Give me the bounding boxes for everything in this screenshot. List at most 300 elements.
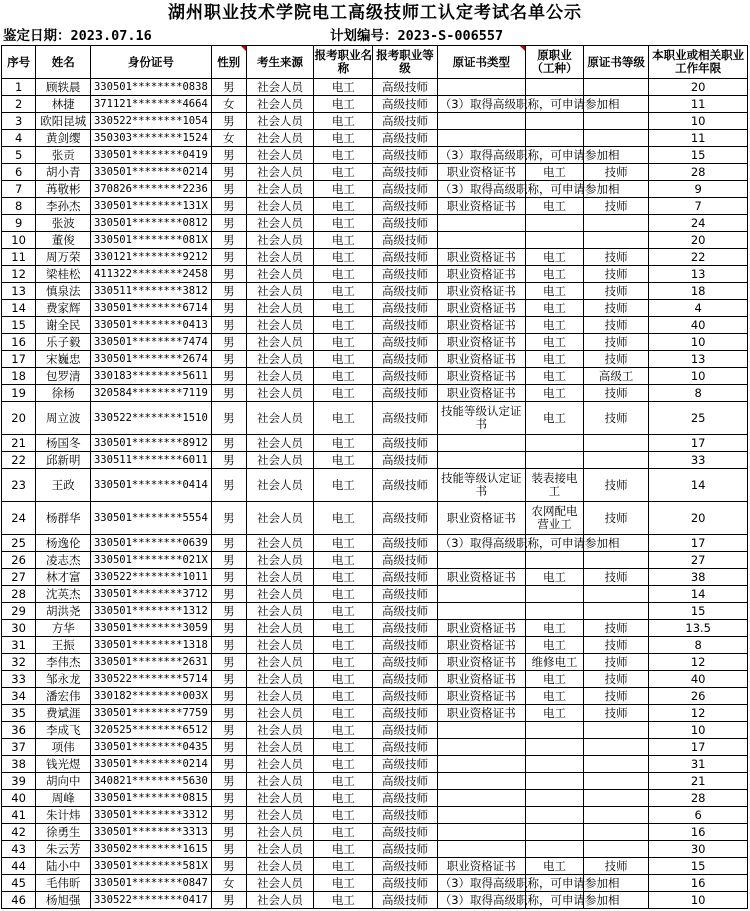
cell-id-number: 330502********1615: [91, 841, 211, 858]
cell-cert-type: [437, 756, 525, 773]
cell-gender: 男: [211, 402, 246, 435]
cell-id-number: 330182********003X: [91, 688, 211, 705]
cell-id-number: 330501********3059: [91, 620, 211, 637]
table-row: [2, 875, 748, 892]
cell-work-years: 12: [649, 654, 748, 671]
cell-original-occupation: 电工: [525, 620, 583, 637]
cell-source: 社会人员: [246, 232, 313, 249]
table-row: [2, 283, 748, 300]
cell-work-years: 4: [649, 300, 748, 317]
cell-index: 2: [2, 96, 36, 113]
cell-level: 高级技师: [373, 164, 437, 181]
cell-original-occupation: 电工: [525, 858, 583, 875]
cell-source: 社会人员: [246, 552, 313, 569]
cell-cert-level: 技师: [584, 569, 649, 586]
cell-index: 38: [2, 756, 36, 773]
cell-id-number: 330501********581X: [91, 858, 211, 875]
table-row: [2, 603, 748, 620]
cell-cert-level: 技师: [584, 266, 649, 283]
cell-id-number: 330501********0435: [91, 739, 211, 756]
cell-work-years: 13: [649, 266, 748, 283]
cell-work-years: 8: [649, 637, 748, 654]
cell-name: 周万荣: [36, 249, 91, 266]
cell-cert-type: [437, 552, 525, 569]
cell-original-occupation: 电工: [525, 266, 583, 283]
cell-index: 46: [2, 892, 36, 909]
cell-source: 社会人员: [246, 620, 313, 637]
cell-gender: 男: [211, 368, 246, 385]
header-gender: 性别: [211, 46, 246, 79]
cell-name: 徐勇生: [36, 824, 91, 841]
cell-name: 朱计炜: [36, 807, 91, 824]
cell-level: 高级技师: [373, 334, 437, 351]
cell-name: 董俊: [36, 232, 91, 249]
cell-name: 徐杨: [36, 385, 91, 402]
cell-occupation: 电工: [314, 841, 373, 858]
cell-index: 7: [2, 181, 36, 198]
cell-level: 高级技师: [373, 790, 437, 807]
cell-gender: 男: [211, 722, 246, 739]
cell-index: 11: [2, 249, 36, 266]
cell-level: 高级技师: [373, 620, 437, 637]
cell-source: 社会人员: [246, 113, 313, 130]
cell-occupation: 电工: [314, 232, 373, 249]
cell-cert-type: 职业资格证书: [437, 502, 525, 535]
cell-source: 社会人员: [246, 739, 313, 756]
cell-level: 高级技师: [373, 858, 437, 875]
cell-occupation: 电工: [314, 147, 373, 164]
cell-id-number: 330501********0812: [91, 215, 211, 232]
cell-index: 19: [2, 385, 36, 402]
cell-name: 欧阳昆城: [36, 113, 91, 130]
table-row: [2, 705, 748, 722]
cell-occupation: 电工: [314, 435, 373, 452]
cell-level: 高级技师: [373, 773, 437, 790]
cell-level: 高级技师: [373, 402, 437, 435]
cell-level: 高级技师: [373, 79, 437, 96]
cell-work-years: 25: [649, 402, 748, 435]
cell-original-occupation: [525, 841, 583, 858]
cell-gender: 男: [211, 351, 246, 368]
table-row: [2, 198, 748, 215]
cell-source: 社会人员: [246, 858, 313, 875]
header-original-occupation: 原职业（工种）: [525, 46, 583, 79]
cell-work-years: 15: [649, 603, 748, 620]
cell-original-occupation: 电工: [525, 637, 583, 654]
table-row: [2, 96, 748, 113]
table-body: [2, 79, 748, 909]
table-row: [2, 402, 748, 435]
table-row: [2, 334, 748, 351]
cell-occupation: 电工: [314, 739, 373, 756]
cell-level: 高级技师: [373, 824, 437, 841]
cell-cert-type: （3）取得高级职称，可申请参加相: [437, 892, 525, 909]
cell-index: 22: [2, 452, 36, 469]
table-row: [2, 130, 748, 147]
table-row: [2, 552, 748, 569]
cell-occupation: 电工: [314, 824, 373, 841]
cell-level: 高级技师: [373, 671, 437, 688]
cell-occupation: 电工: [314, 875, 373, 892]
cell-index: 41: [2, 807, 36, 824]
table-row: [2, 637, 748, 654]
cell-gender: 男: [211, 79, 246, 96]
cell-occupation: 电工: [314, 249, 373, 266]
cell-level: 高级技师: [373, 452, 437, 469]
cell-original-occupation: 电工: [525, 671, 583, 688]
cell-cert-type: 职业资格证书: [437, 385, 525, 402]
header-work-years: 本职业或相关职业工作年限: [649, 46, 748, 79]
cell-cert-type: [437, 722, 525, 739]
cell-occupation: 电工: [314, 603, 373, 620]
cell-work-years: 16: [649, 824, 748, 841]
cell-cert-level: [584, 841, 649, 858]
cell-level: 高级技师: [373, 586, 437, 603]
cell-gender: 男: [211, 671, 246, 688]
cell-cert-level: 技师: [584, 300, 649, 317]
cell-source: 社会人员: [246, 334, 313, 351]
cell-gender: 男: [211, 637, 246, 654]
cell-occupation: 电工: [314, 198, 373, 215]
cell-level: 高级技师: [373, 317, 437, 334]
cell-name: 李孙杰: [36, 198, 91, 215]
table-row: [2, 892, 748, 909]
cell-gender: 男: [211, 317, 246, 334]
cell-level: 高级技师: [373, 96, 437, 113]
cell-cert-type: 职业资格证书: [437, 300, 525, 317]
cell-occupation: 电工: [314, 164, 373, 181]
cell-occupation: 电工: [314, 96, 373, 113]
cell-source: 社会人员: [246, 790, 313, 807]
header-index: 序号: [2, 46, 36, 79]
table-row: [2, 807, 748, 824]
cell-occupation: 电工: [314, 317, 373, 334]
cell-occupation: 电工: [314, 469, 373, 502]
cell-gender: 男: [211, 552, 246, 569]
table-row: [2, 266, 748, 283]
cell-name: 黄剑缨: [36, 130, 91, 147]
header-occupation: 报考职业名称: [314, 46, 373, 79]
cell-gender: 男: [211, 215, 246, 232]
cell-id-number: 330501********6714: [91, 300, 211, 317]
cell-index: 15: [2, 317, 36, 334]
cell-id-number: 330501********8912: [91, 435, 211, 452]
cell-cert-type: [437, 773, 525, 790]
cell-id-number: 320584********7119: [91, 385, 211, 402]
cell-name: 朱云芳: [36, 841, 91, 858]
cell-occupation: 电工: [314, 637, 373, 654]
cell-work-years: 17: [649, 435, 748, 452]
table-row: [2, 790, 748, 807]
cell-occupation: 电工: [314, 452, 373, 469]
header-name: 姓名: [36, 46, 91, 79]
cell-index: 32: [2, 654, 36, 671]
table-row: [2, 317, 748, 334]
cell-gender: 男: [211, 620, 246, 637]
cell-cert-level: [584, 739, 649, 756]
cell-name: 杨旭强: [36, 892, 91, 909]
cell-cert-level: 技师: [584, 620, 649, 637]
cell-source: 社会人员: [246, 603, 313, 620]
cell-gender: 女: [211, 96, 246, 113]
cell-level: 高级技师: [373, 215, 437, 232]
cell-occupation: 电工: [314, 705, 373, 722]
cell-name: 李伟杰: [36, 654, 91, 671]
cell-name: 胡洪尧: [36, 603, 91, 620]
cell-name: 费家辉: [36, 300, 91, 317]
table-row: [2, 452, 748, 469]
cell-cert-level: 技师: [584, 317, 649, 334]
cell-id-number: 330501********1318: [91, 637, 211, 654]
cell-source: 社会人员: [246, 300, 313, 317]
cell-cert-type: [437, 435, 525, 452]
cell-gender: 男: [211, 181, 246, 198]
table-row: [2, 654, 748, 671]
cell-cert-level: 技师: [584, 385, 649, 402]
table-row: [2, 502, 748, 535]
cell-cert-type: [437, 603, 525, 620]
cell-index: 9: [2, 215, 36, 232]
cell-work-years: 12: [649, 705, 748, 722]
cell-source: 社会人员: [246, 215, 313, 232]
cell-gender: 男: [211, 283, 246, 300]
cell-work-years: 20: [649, 79, 748, 96]
cell-source: 社会人员: [246, 249, 313, 266]
cell-source: 社会人员: [246, 773, 313, 790]
cell-index: 1: [2, 79, 36, 96]
cell-original-occupation: 电工: [525, 334, 583, 351]
header-source: 考生来源: [246, 46, 313, 79]
cell-index: 31: [2, 637, 36, 654]
cell-cert-type: 职业资格证书: [437, 688, 525, 705]
cell-level: 高级技师: [373, 603, 437, 620]
cell-work-years: 26: [649, 688, 748, 705]
cell-original-occupation: 电工: [525, 705, 583, 722]
cell-index: 6: [2, 164, 36, 181]
cell-gender: 男: [211, 841, 246, 858]
cell-work-years: 40: [649, 671, 748, 688]
cell-name: 顾轶晨: [36, 79, 91, 96]
cell-cert-level: 技师: [584, 671, 649, 688]
table-row: [2, 739, 748, 756]
cell-source: 社会人员: [246, 79, 313, 96]
cell-level: 高级技师: [373, 435, 437, 452]
cell-cert-type: 职业资格证书: [437, 654, 525, 671]
cell-work-years: 10: [649, 113, 748, 130]
table-row: [2, 300, 748, 317]
cell-cert-level: 技师: [584, 283, 649, 300]
cell-gender: 男: [211, 654, 246, 671]
cell-index: 20: [2, 402, 36, 435]
cell-id-number: 330501********2674: [91, 351, 211, 368]
cell-id-number: 330501********0815: [91, 790, 211, 807]
cell-work-years: 10: [649, 722, 748, 739]
cell-gender: 男: [211, 535, 246, 552]
cell-gender: 女: [211, 875, 246, 892]
cell-work-years: 16: [649, 875, 748, 892]
cell-level: 高级技师: [373, 385, 437, 402]
cell-level: 高级技师: [373, 807, 437, 824]
cell-level: 高级技师: [373, 654, 437, 671]
cell-level: 高级技师: [373, 892, 437, 909]
cell-id-number: 330501********0847: [91, 875, 211, 892]
cell-gender: 男: [211, 300, 246, 317]
cell-index: 25: [2, 535, 36, 552]
cell-name: 方华: [36, 620, 91, 637]
cell-occupation: 电工: [314, 283, 373, 300]
cell-work-years: 18: [649, 283, 748, 300]
table-row: [2, 671, 748, 688]
table-row: [2, 469, 748, 502]
cell-level: 高级技师: [373, 130, 437, 147]
appraisal-date: 鉴定日期：2023.07.16: [3, 28, 152, 44]
cell-source: 社会人员: [246, 841, 313, 858]
cell-cert-type: 职业资格证书: [437, 368, 525, 385]
cell-cert-level: [584, 603, 649, 620]
table-row: [2, 824, 748, 841]
cell-level: 高级技师: [373, 113, 437, 130]
cell-original-occupation: 电工: [525, 283, 583, 300]
cell-cert-type: （3）取得高级职称，可申请参加相: [437, 147, 525, 164]
cell-occupation: 电工: [314, 569, 373, 586]
cell-cert-type: 职业资格证书: [437, 858, 525, 875]
cell-id-number: 371121********4664: [91, 96, 211, 113]
cell-gender: 男: [211, 892, 246, 909]
cell-name: 毛伟昕: [36, 875, 91, 892]
cell-work-years: 15: [649, 858, 748, 875]
cell-name: 宋巍忠: [36, 351, 91, 368]
cell-cert-level: 技师: [584, 402, 649, 435]
cell-original-occupation: 电工: [525, 300, 583, 317]
cell-cert-level: [584, 113, 649, 130]
cell-source: 社会人员: [246, 654, 313, 671]
cell-source: 社会人员: [246, 435, 313, 452]
cell-id-number: 330501********0413: [91, 317, 211, 334]
cell-id-number: 330183********5611: [91, 368, 211, 385]
cell-original-occupation: [525, 79, 583, 96]
header-id-number: 身份证号: [91, 46, 211, 79]
cell-id-number: 330522********5714: [91, 671, 211, 688]
cell-gender: 男: [211, 198, 246, 215]
cell-cert-type: 职业资格证书: [437, 164, 525, 181]
cell-gender: 男: [211, 858, 246, 875]
cell-level: 高级技师: [373, 351, 437, 368]
cell-id-number: 330501********7759: [91, 705, 211, 722]
cell-id-number: 330511********6011: [91, 452, 211, 469]
cell-cert-type: 职业资格证书: [437, 249, 525, 266]
cell-name: 周峰: [36, 790, 91, 807]
cell-name: 胡小青: [36, 164, 91, 181]
cell-level: 高级技师: [373, 637, 437, 654]
cell-name: 王振: [36, 637, 91, 654]
cell-gender: 男: [211, 586, 246, 603]
cell-occupation: 电工: [314, 586, 373, 603]
cell-level: 高级技师: [373, 368, 437, 385]
cell-cert-type: 职业资格证书: [437, 569, 525, 586]
table-row: [2, 164, 748, 181]
candidate-table: [1, 45, 748, 909]
cell-name: 周立波: [36, 402, 91, 435]
cell-index: 17: [2, 351, 36, 368]
cell-gender: 男: [211, 334, 246, 351]
cell-original-occupation: [525, 215, 583, 232]
cell-original-occupation: [525, 232, 583, 249]
cell-name: 慎泉法: [36, 283, 91, 300]
cell-original-occupation: [525, 824, 583, 841]
cell-name: 项伟: [36, 739, 91, 756]
table-row: [2, 147, 748, 164]
cell-work-years: 9: [649, 181, 748, 198]
cell-id-number: 330501********2631: [91, 654, 211, 671]
cell-cert-level: [584, 756, 649, 773]
cell-work-years: 10: [649, 334, 748, 351]
cell-work-years: 7: [649, 198, 748, 215]
table-row: [2, 385, 748, 402]
cell-occupation: 电工: [314, 334, 373, 351]
cell-cert-level: 技师: [584, 654, 649, 671]
cell-index: 42: [2, 824, 36, 841]
table-row: [2, 841, 748, 858]
cell-original-occupation: 农网配电营业工: [525, 502, 583, 535]
cell-original-occupation: [525, 113, 583, 130]
cell-id-number: 330501********081X: [91, 232, 211, 249]
table-row: [2, 113, 748, 130]
cell-work-years: 8: [649, 385, 748, 402]
cell-name: 杨群华: [36, 502, 91, 535]
cell-source: 社会人员: [246, 722, 313, 739]
cell-cert-type: [437, 841, 525, 858]
cell-id-number: 330522********1011: [91, 569, 211, 586]
cell-work-years: 27: [649, 552, 748, 569]
table-row: [2, 722, 748, 739]
cell-work-years: 20: [649, 232, 748, 249]
table-row: [2, 586, 748, 603]
cell-original-occupation: [525, 552, 583, 569]
cell-gender: 男: [211, 469, 246, 502]
cell-original-occupation: [525, 739, 583, 756]
cell-id-number: 330501********0414: [91, 469, 211, 502]
cell-id-number: 340821********5630: [91, 773, 211, 790]
cell-work-years: 11: [649, 96, 748, 113]
cell-source: 社会人员: [246, 96, 313, 113]
cell-gender: 男: [211, 266, 246, 283]
cell-id-number: 330501********0419: [91, 147, 211, 164]
cell-original-occupation: [525, 790, 583, 807]
cell-source: 社会人员: [246, 130, 313, 147]
cell-source: 社会人员: [246, 756, 313, 773]
cell-gender: 男: [211, 773, 246, 790]
table-row: [2, 351, 748, 368]
table-row: [2, 569, 748, 586]
cell-cert-level: 技师: [584, 198, 649, 215]
cell-id-number: 330522********1510: [91, 402, 211, 435]
cell-occupation: 电工: [314, 756, 373, 773]
cell-work-years: 14: [649, 469, 748, 502]
cell-cert-level: 技师: [584, 858, 649, 875]
cell-cert-level: 技师: [584, 164, 649, 181]
table-row: [2, 215, 748, 232]
cell-work-years: 20: [649, 502, 748, 535]
cell-source: 社会人员: [246, 266, 313, 283]
cell-index: 39: [2, 773, 36, 790]
cell-id-number: 411322********2458: [91, 266, 211, 283]
cell-occupation: 电工: [314, 671, 373, 688]
cell-cert-type: 技能等级认定证书: [437, 402, 525, 435]
cell-cert-level: [584, 130, 649, 147]
cell-cert-type: 职业资格证书: [437, 705, 525, 722]
cell-index: 3: [2, 113, 36, 130]
cell-original-occupation: [525, 130, 583, 147]
